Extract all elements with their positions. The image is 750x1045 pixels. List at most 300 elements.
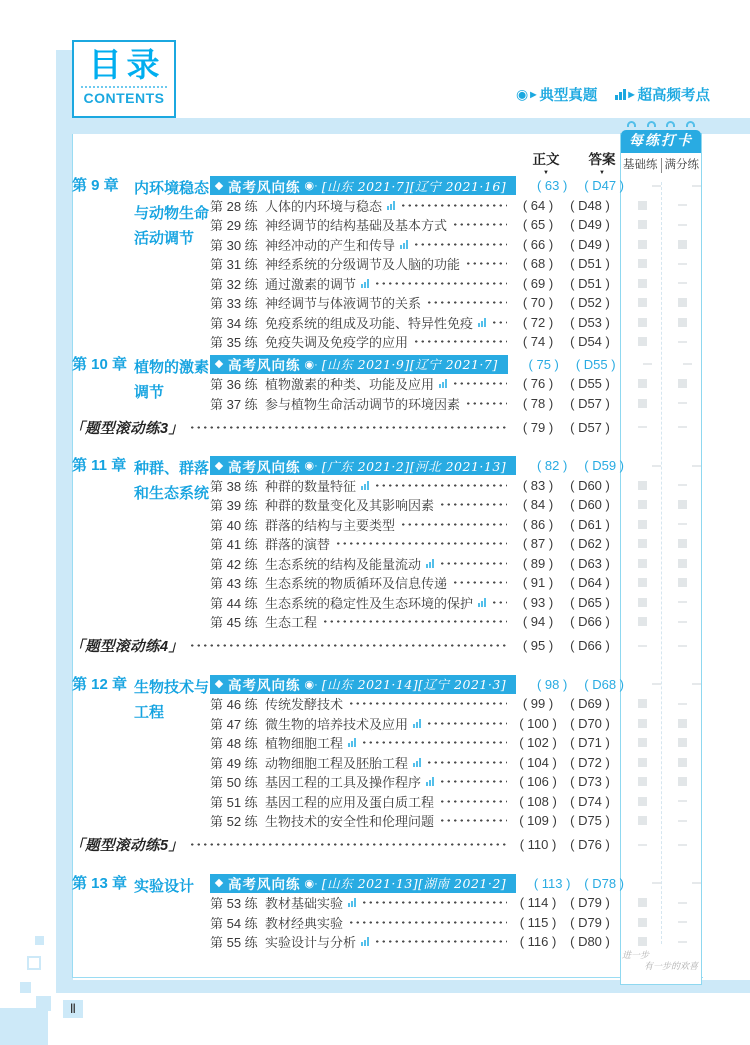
- target-icon: ◉·: [304, 460, 318, 473]
- dash-mark: [683, 363, 692, 365]
- checkbox-mark: [678, 777, 687, 786]
- down-arrow-icon: ▼: [543, 170, 549, 176]
- checkin-basic-cell: [622, 259, 662, 268]
- bar-chart-icon: [361, 279, 369, 288]
- page-answer-refs: [512, 478, 616, 493]
- main-text-page: ( 115 ): [519, 914, 557, 930]
- checkin-full-cell: [662, 539, 702, 548]
- dash-mark: [678, 341, 687, 343]
- checkbox-mark: [638, 520, 647, 529]
- checkbox-mark: [638, 777, 647, 786]
- legend-label: 典型真题: [539, 88, 598, 104]
- checkin-full-cell: [662, 902, 702, 904]
- checkin-full-cell: [662, 921, 702, 923]
- target-icon: ◉·: [304, 358, 318, 371]
- checkin-basic-cell: [622, 645, 662, 647]
- dash-mark: [652, 465, 661, 467]
- practice-title: 神经调节与体液调节的关系: [265, 296, 422, 312]
- page-answer-refs: [512, 295, 616, 310]
- main-text-page: ( 76 ): [522, 376, 554, 392]
- practice-number: 第 52 练: [210, 814, 258, 830]
- rolling-practice-row: [70, 636, 702, 656]
- page-answer-refs: [526, 876, 630, 891]
- page-answer-refs: [512, 837, 616, 852]
- dotted-leader: [361, 736, 507, 749]
- checkbox-mark: [678, 298, 687, 307]
- checkbox-mark: [678, 758, 687, 767]
- checkin-full-cell: [662, 941, 702, 943]
- dotted-leader: [452, 377, 507, 390]
- answer-page: ( D78 ): [584, 875, 625, 891]
- dash-mark: [678, 263, 687, 265]
- checkin-basic-cell: [622, 738, 662, 747]
- practice-number: 第 36 练: [210, 377, 258, 393]
- page-answer-refs: [512, 813, 616, 828]
- dotted-leader: [491, 596, 507, 609]
- checkin-basic-cell: [622, 481, 662, 490]
- chapter-title-line: 种群、群落: [134, 460, 210, 477]
- checkbox-mark: [638, 298, 647, 307]
- exam-highlight-bar: [210, 176, 516, 195]
- bar-chart-icon: [387, 201, 395, 210]
- checkin-full-cell: [676, 882, 716, 884]
- chapter-title-line: 和生态系统: [134, 485, 210, 502]
- checkbox-mark: [638, 318, 647, 327]
- checkin-basic-cell: [622, 937, 662, 946]
- note-line: 进一步: [622, 951, 650, 961]
- checkin-full-cell: [662, 777, 702, 786]
- dotted-leader: [189, 639, 507, 652]
- dotted-leader: [348, 697, 507, 710]
- rolling-practice-section: [70, 835, 702, 855]
- checkbox-mark: [638, 617, 647, 626]
- practice-number: 第 48 练: [210, 736, 258, 752]
- checkbox-mark: [638, 719, 647, 728]
- main-text-page: ( 95 ): [522, 638, 554, 654]
- answer-page: ( D66 ): [570, 638, 610, 654]
- practice-title: 种群的数量变化及其影响因素: [265, 498, 435, 514]
- checkin-full-cell: [662, 758, 702, 767]
- checkbox-mark: [638, 559, 647, 568]
- dotted-leader: [439, 775, 507, 788]
- chapter-section: [70, 675, 702, 831]
- checkin-full-cell: [662, 484, 702, 486]
- exam-source-refs: [山东 2021·13][湖南 2021·2]: [321, 876, 507, 892]
- checkbox-mark: [638, 699, 647, 708]
- checkbox-mark: [638, 279, 647, 288]
- chapter-title-line: 调节: [134, 383, 165, 401]
- exam-highlight-bar: [210, 456, 516, 475]
- chapter-title: [134, 675, 209, 725]
- main-text-page: ( 104 ): [519, 754, 557, 770]
- page-answer-refs: [512, 934, 616, 949]
- checkbox-mark: [638, 220, 647, 229]
- rolling-practice-label: 「题型滚动练5」: [70, 838, 184, 855]
- checkbox-mark: [678, 379, 687, 388]
- answer-page: ( D75 ): [570, 813, 610, 829]
- rolling-practice-section: [70, 418, 702, 438]
- checkin-basic-cell: [622, 777, 662, 786]
- chapter-number: 第 10 章: [72, 355, 128, 373]
- practice-title: 生态系统的物质循环及信息传递: [265, 576, 448, 592]
- checkin-basic-cell: [622, 500, 662, 509]
- practice-title: 生物技术的安全性和伦理问题: [265, 814, 435, 830]
- chapter-title: [134, 355, 209, 405]
- practice-row: [70, 313, 702, 333]
- practice-title: 实验设计与分析: [265, 935, 357, 951]
- checkin-basic-cell: [622, 617, 662, 626]
- dash-mark: [678, 601, 687, 603]
- practice-row: [70, 332, 702, 352]
- practice-row: [70, 534, 702, 554]
- checkin-full-cell: [662, 402, 702, 404]
- main-text-page: ( 84 ): [522, 497, 554, 513]
- practice-number: 第 51 练: [210, 794, 258, 810]
- practice-title: 人体的内环境与稳态: [265, 198, 383, 214]
- answer-page: ( D57 ): [570, 419, 610, 435]
- dotted-leader: [452, 576, 507, 589]
- practice-title: 群落的结构与主要类型: [265, 517, 396, 533]
- main-text-page: ( 91 ): [522, 575, 554, 591]
- dotted-leader: [413, 238, 507, 251]
- chapter-heading: [72, 176, 209, 251]
- answer-page: ( D53 ): [570, 314, 610, 330]
- answer-page: ( D62 ): [570, 536, 610, 552]
- dash-mark: [678, 703, 687, 705]
- exam-source-refs: [山东 2021·9][辽宁 2021·7]: [321, 357, 498, 373]
- answer-page: ( D76 ): [570, 837, 610, 853]
- page-answer-refs: [512, 256, 616, 271]
- practice-row: [70, 593, 702, 613]
- chapter-heading: [72, 355, 209, 405]
- main-text-page: ( 116 ): [519, 934, 557, 950]
- dash-mark: [678, 204, 687, 206]
- main-text-page: ( 75 ): [528, 356, 559, 372]
- answer-page: ( D64 ): [570, 575, 610, 591]
- chapter-title-line: 内环境稳态: [134, 180, 210, 197]
- checkbox-mark: [638, 399, 647, 408]
- checkbox-mark: [678, 738, 687, 747]
- chapter-section: [70, 874, 702, 952]
- dash-mark: [638, 844, 647, 846]
- dash-mark: [678, 523, 687, 525]
- dotted-leader: [374, 479, 507, 492]
- checkin-basic-cell: [622, 318, 662, 327]
- dash-mark: [692, 882, 701, 884]
- answer-page: ( D60 ): [570, 497, 610, 513]
- checkin-full-cell: [662, 426, 702, 428]
- practice-title: 动物细胞工程及胚胎工程: [265, 755, 409, 771]
- checkin-basic-cell: [628, 363, 668, 365]
- checkin-full-cell: [662, 282, 702, 284]
- practice-title: 基因工程的工具及操作程序: [265, 775, 422, 791]
- checkin-basic-cell: [622, 426, 662, 428]
- main-text-page: ( 83 ): [522, 477, 554, 493]
- page-answer-refs: [512, 638, 616, 653]
- checkbox-mark: [638, 937, 647, 946]
- checkin-full-cell: [662, 224, 702, 226]
- checkin-basic-cell: [622, 220, 662, 229]
- dotted-leader: [426, 717, 507, 730]
- main-text-page: ( 63 ): [536, 178, 568, 194]
- practice-title: 生态工程: [265, 615, 318, 631]
- dotted-leader: [361, 896, 507, 909]
- checkin-basic-cell: [622, 758, 662, 767]
- dash-mark: [678, 484, 687, 486]
- practice-title: 基因工程的应用及蛋白质工程: [265, 794, 435, 810]
- checkin-card-columns: [620, 158, 702, 173]
- practice-row: [70, 913, 702, 933]
- answer-page: ( D79 ): [570, 914, 610, 930]
- page-answer-refs: [512, 716, 616, 731]
- main-text-page: ( 114 ): [519, 895, 557, 911]
- practice-title: 免疫失调及免疫学的应用: [265, 335, 409, 351]
- practice-row: [70, 515, 702, 535]
- down-arrow-icon: ▼: [599, 170, 605, 176]
- checkin-basic-cell: [622, 279, 662, 288]
- page-answer-refs: [512, 614, 616, 629]
- target-icon: ◉·: [304, 877, 318, 890]
- practice-title: 群落的演替: [265, 537, 331, 553]
- page-answer-refs: [526, 178, 630, 193]
- dotted-leader: [465, 397, 507, 410]
- page-answer-refs: [512, 420, 616, 435]
- practice-title: 神经系统的分级调节及人脑的功能: [265, 257, 461, 273]
- checkin-basic-cell: [622, 337, 662, 346]
- checkbox-mark: [638, 379, 647, 388]
- checkin-basic-cell: [622, 578, 662, 587]
- deco-square: [35, 936, 44, 945]
- checkin-basic-cell: [622, 240, 662, 249]
- target-icon: ◉: [515, 86, 529, 102]
- dash-mark: [678, 224, 687, 226]
- dash-mark: [638, 645, 647, 647]
- dotted-leader: [465, 257, 507, 270]
- practice-title: 教材经典实验: [265, 915, 344, 931]
- deco-square: [20, 982, 31, 993]
- main-text-page: ( 68 ): [522, 256, 554, 272]
- legend-high-frequency: [615, 84, 710, 105]
- practice-title: 免疫系统的组成及功能、特异性免疫: [265, 315, 474, 331]
- chapter-section: [70, 456, 702, 632]
- page-answer-refs: [512, 895, 616, 910]
- column-header-label: 正文: [532, 152, 560, 167]
- checkin-full-cell: [662, 263, 702, 265]
- dash-mark: [678, 921, 687, 923]
- checkin-full-cell: [676, 185, 716, 187]
- practice-title: 神经冲动的产生和传导: [265, 237, 396, 253]
- rolling-practice-row: [70, 835, 702, 855]
- checkin-basic-cell: [622, 699, 662, 708]
- chapter-heading: [72, 456, 209, 506]
- chapter-title: [134, 456, 209, 506]
- chapter-title-line: 与动物生命: [134, 205, 210, 222]
- checkbox-mark: [638, 598, 647, 607]
- checkin-full-cell: [662, 341, 702, 343]
- checkbox-mark: [638, 539, 647, 548]
- answer-page: ( D48 ): [570, 197, 610, 213]
- page-answer-refs: [518, 357, 622, 372]
- checkin-full-cell: [662, 703, 702, 705]
- practice-number: 第 47 练: [210, 716, 258, 732]
- chapter-section: [70, 176, 702, 352]
- main-text-page: ( 64 ): [522, 197, 554, 213]
- practice-row: [70, 932, 702, 952]
- dash-mark: [692, 465, 701, 467]
- dotted-leader: [439, 557, 507, 570]
- practice-title: 教材基础实验: [265, 896, 344, 912]
- checkbox-mark: [638, 259, 647, 268]
- page-answer-refs: [512, 595, 616, 610]
- page-answer-refs: [512, 755, 616, 770]
- bar-chart-icon: [413, 758, 421, 767]
- answer-page: ( D69 ): [570, 696, 610, 712]
- checkin-full-cell: [662, 523, 702, 525]
- dash-mark: [643, 363, 652, 365]
- dotted-leader: [439, 498, 507, 511]
- practice-row: [70, 753, 702, 773]
- checkbox-mark: [678, 318, 687, 327]
- checkin-col-full: 满分练: [664, 159, 699, 171]
- practice-row: [70, 733, 702, 753]
- page-answer-refs: [512, 237, 616, 252]
- answer-page: ( D74 ): [570, 793, 610, 809]
- chapter-title: [134, 176, 209, 251]
- checkbox-mark: [678, 240, 687, 249]
- checkin-basic-cell: [622, 719, 662, 728]
- answer-page: ( D60 ): [570, 477, 610, 493]
- answer-page: ( D66 ): [570, 614, 610, 630]
- bar-chart-icon: [439, 379, 447, 388]
- checkin-basic-cell: [622, 298, 662, 307]
- main-text-page: ( 86 ): [522, 516, 554, 532]
- checkin-col-basic: 基础练: [620, 158, 662, 173]
- chapter-number: 第 9 章: [72, 177, 119, 194]
- rolling-practice-row: [70, 418, 702, 438]
- dash-mark: [652, 185, 661, 187]
- dotted-leader: [335, 537, 507, 550]
- practice-number: 第 30 练: [210, 237, 258, 253]
- practice-number: 第 28 练: [210, 198, 258, 214]
- main-text-page: ( 65 ): [522, 217, 554, 233]
- page-answer-refs: [512, 517, 616, 532]
- main-text-page: ( 70 ): [522, 295, 554, 311]
- answer-page: ( D59 ): [584, 458, 625, 474]
- answer-page: ( D71 ): [570, 735, 610, 751]
- checkin-full-cell: [662, 578, 702, 587]
- checkin-full-cell: [662, 601, 702, 603]
- exam-trend-label: 高考风向练: [228, 678, 301, 694]
- practice-number: 第 39 练: [210, 498, 258, 514]
- practice-title: 参与植物生命活动调节的环境因素: [265, 396, 461, 412]
- contents-title-en: CONTENTS: [83, 90, 165, 106]
- page-answer-refs: [512, 794, 616, 809]
- checkin-basic-cell: [622, 201, 662, 210]
- dotted-leader: [439, 814, 507, 827]
- practice-number: 第 49 练: [210, 755, 258, 771]
- bar-chart-icon: [361, 481, 369, 490]
- main-text-page: ( 79 ): [522, 419, 554, 435]
- checkin-basic-cell: [622, 816, 662, 825]
- main-text-page: ( 102 ): [519, 735, 557, 751]
- legend: [516, 84, 710, 105]
- checkbox-mark: [638, 758, 647, 767]
- practice-row: [70, 573, 702, 593]
- answer-page: ( D65 ): [570, 594, 610, 610]
- checkbox-mark: [638, 738, 647, 747]
- page-answer-refs: [512, 497, 616, 512]
- practice-row: [70, 554, 702, 574]
- checkin-basic-cell: [622, 797, 662, 806]
- practice-number: 第 38 练: [210, 478, 258, 494]
- checkin-basic-cell: [622, 918, 662, 927]
- contents-title-cn: 目录: [88, 46, 165, 83]
- page-answer-refs: [526, 677, 630, 692]
- main-text-page: ( 82 ): [536, 458, 568, 474]
- answer-page: ( D61 ): [570, 516, 610, 532]
- answer-page: ( D70 ): [570, 715, 610, 731]
- bar-chart-icon: [413, 719, 421, 728]
- main-text-page: ( 89 ): [522, 555, 554, 571]
- dash-mark: [678, 902, 687, 904]
- practice-number: 第 50 练: [210, 775, 258, 791]
- checkin-basic-cell: [622, 844, 662, 846]
- practice-title: 传统发酵技术: [265, 697, 344, 713]
- page-answer-refs: [512, 396, 616, 411]
- chapter-title-line: 植物的激素: [134, 358, 210, 376]
- deco-square: [0, 1008, 48, 1045]
- dash-mark: [678, 820, 687, 822]
- bar-chart-icon: [348, 898, 356, 907]
- target-icon: ◉·: [304, 678, 318, 691]
- diamond-icon: [215, 360, 223, 368]
- diamond-icon: [215, 462, 223, 470]
- checkbox-mark: [638, 578, 647, 587]
- checkin-full-cell: [662, 820, 702, 822]
- column-header-label: 答案: [588, 152, 616, 167]
- practice-number: 第 55 练: [210, 935, 258, 951]
- bar-chart-icon: [615, 89, 626, 100]
- practice-number: 第 43 练: [210, 576, 258, 592]
- page-answer-refs: [512, 376, 616, 391]
- answer-page: ( D49 ): [570, 236, 610, 252]
- checkin-full-cell: [662, 844, 702, 846]
- practice-title: 植物激素的种类、功能及应用: [265, 377, 435, 393]
- checkbox-mark: [638, 337, 647, 346]
- exam-trend-label: 高考风向练: [228, 179, 301, 195]
- checkbox-mark: [678, 539, 687, 548]
- practice-number: 第 32 练: [210, 276, 258, 292]
- dotted-leader: [189, 838, 507, 851]
- practice-title: 生态系统的稳定性及生态环境的保护: [265, 595, 474, 611]
- dotted-leader: [374, 277, 507, 290]
- answer-page: ( D51 ): [570, 256, 610, 272]
- practice-title: 种群的数量特征: [265, 478, 357, 494]
- checkin-basic-cell: [636, 882, 676, 884]
- practice-row: [70, 772, 702, 792]
- dash-mark: [678, 800, 687, 802]
- dash-mark: [692, 683, 701, 685]
- page-answer-refs: [512, 276, 616, 291]
- note-line: 有一步的欢喜: [643, 962, 698, 972]
- bar-chart-icon: [348, 738, 356, 747]
- dash-mark: [678, 645, 687, 647]
- practice-number: 第 40 练: [210, 517, 258, 533]
- dotted-leader: [426, 296, 507, 309]
- practice-number: 第 33 练: [210, 296, 258, 312]
- bar-chart-icon: [400, 240, 408, 249]
- main-text-page: ( 72 ): [522, 314, 554, 330]
